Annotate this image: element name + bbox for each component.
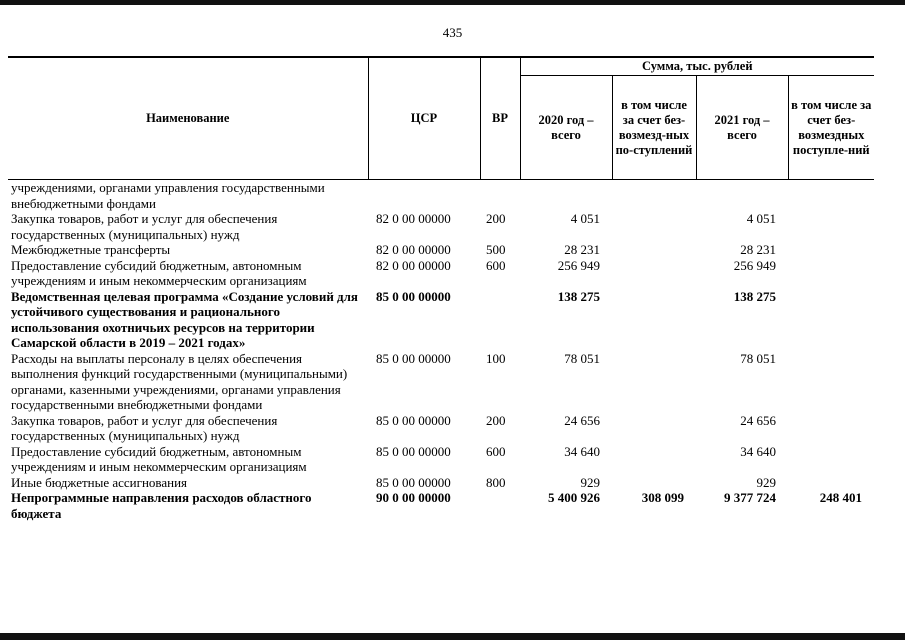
table-row bbox=[8, 413, 874, 444]
cell-2021-free bbox=[788, 351, 874, 413]
table-row bbox=[8, 211, 874, 242]
table-row bbox=[8, 444, 874, 475]
cell-vr: 100 bbox=[486, 350, 506, 366]
cell-2021-total: 28 231 bbox=[740, 242, 776, 257]
table-row bbox=[8, 289, 874, 351]
cell-2021-total: 9 377 724 bbox=[724, 490, 776, 505]
cell-2020-free bbox=[612, 180, 696, 212]
cell-csr: 85 0 00 00000 bbox=[376, 350, 451, 366]
cell-2021-free bbox=[788, 444, 874, 475]
cell-2020-free bbox=[612, 258, 696, 289]
header-2021-total: 2021 год – всего bbox=[696, 76, 788, 180]
cell-2021-free bbox=[788, 242, 874, 258]
cell-2020-free bbox=[612, 211, 696, 242]
cell-2021-total: 929 bbox=[756, 474, 776, 490]
cell-2021-free bbox=[788, 289, 874, 351]
scan-bottom-border bbox=[0, 633, 905, 640]
cell-vr bbox=[480, 490, 520, 521]
table-body bbox=[8, 180, 874, 522]
cell-2021-free bbox=[788, 413, 874, 444]
cell-2021-total: 256 949 bbox=[733, 257, 776, 273]
cell-name: Закупка товаров, работ и услуг для обеспечения государственных (муниципальных) нужд bbox=[11, 211, 278, 242]
cell-csr: 82 0 00 00000 bbox=[376, 257, 451, 273]
cell-2021-free bbox=[788, 180, 874, 212]
cell-csr: 82 0 00 00000 bbox=[376, 211, 451, 226]
cell-name: учреждениями, органами управления государственными внебюджетными фондами bbox=[11, 180, 325, 211]
table-row bbox=[8, 490, 874, 521]
cell-2020-free: 308 099 bbox=[641, 490, 684, 505]
cell-2021-free bbox=[788, 475, 874, 491]
cell-vr bbox=[480, 289, 520, 351]
cell-2020-free bbox=[612, 444, 696, 475]
cell-2021-free bbox=[788, 258, 874, 289]
table-row bbox=[8, 351, 874, 413]
cell-vr: 500 bbox=[486, 242, 506, 257]
cell-2020-total bbox=[520, 180, 612, 212]
cell-vr: 600 bbox=[486, 257, 506, 273]
table-row bbox=[8, 475, 874, 491]
cell-2020-total: 24 656 bbox=[564, 412, 600, 428]
cell-csr: 90 0 00 00000 bbox=[376, 490, 451, 505]
cell-2020-total: 138 275 bbox=[557, 288, 600, 304]
header-2020-total: 2020 год – всего bbox=[520, 76, 612, 180]
cell-2021-total: 138 275 bbox=[733, 288, 776, 304]
cell-name: Ведомственная целевая программа «Создание условий для устойчивого существования и рационального использования охотничьих ресурсов на территории Самарской области в 2019 – 2021 годах» bbox=[11, 288, 358, 350]
cell-vr: 600 bbox=[486, 443, 506, 459]
header-2020-free: в том числе за счет без-возмезд-ных по-ступлений bbox=[612, 76, 696, 180]
cell-csr: 85 0 00 00000 bbox=[376, 412, 451, 428]
cell-name: Предоставление субсидий бюджетным, автономным учреждениям и иным некоммерческим организациям bbox=[11, 443, 307, 474]
cell-vr: 800 bbox=[486, 474, 506, 490]
cell-name: Закупка товаров, работ и услуг для обеспечения государственных (муниципальных) нужд bbox=[11, 412, 278, 443]
cell-2020-free bbox=[612, 413, 696, 444]
cell-name: Непрограммные направления расходов областного бюджета bbox=[11, 490, 312, 521]
cell-2020-total: 28 231 bbox=[564, 242, 600, 257]
cell-2020-total: 78 051 bbox=[564, 350, 600, 366]
cell-csr: 82 0 00 00000 bbox=[376, 242, 451, 257]
cell-2020-free bbox=[612, 351, 696, 413]
header-name: Наименование bbox=[8, 57, 368, 180]
table-header bbox=[8, 57, 874, 180]
cell-2021-total: 34 640 bbox=[740, 443, 776, 459]
header-vr: ВР bbox=[480, 57, 520, 180]
cell-csr: 85 0 00 00000 bbox=[376, 288, 451, 304]
cell-2020-total: 4 051 bbox=[570, 211, 600, 226]
cell-2020-total: 929 bbox=[580, 474, 600, 490]
cell-2021-total bbox=[696, 180, 788, 212]
cell-name: Предоставление субсидий бюджетным, автономным учреждениям и иным некоммерческим организациям bbox=[11, 257, 307, 288]
header-sum-group: Сумма, тыс. рублей bbox=[520, 57, 874, 76]
budget-table bbox=[8, 56, 874, 521]
table-row bbox=[8, 180, 874, 212]
cell-csr bbox=[368, 180, 480, 212]
cell-name: Иные бюджетные ассигнования bbox=[11, 474, 188, 490]
cell-2020-free bbox=[612, 289, 696, 351]
cell-name: Расходы на выплаты персоналу в целях обеспечения выполнения функций государственными (муниципальными) органами, казенными учреждениями, органами управления государственными внебюджетными фондами bbox=[11, 350, 348, 412]
header-csr: ЦСР bbox=[368, 57, 480, 180]
table-row bbox=[8, 242, 874, 258]
page-number: 435 bbox=[442, 25, 463, 40]
cell-2020-total: 256 949 bbox=[557, 257, 600, 273]
table-row bbox=[8, 258, 874, 289]
cell-2021-total: 24 656 bbox=[740, 412, 776, 428]
cell-2021-total: 78 051 bbox=[740, 350, 776, 366]
header-2021-free: в том числе за счет без-возмездных поступле-ний bbox=[788, 76, 874, 180]
cell-2021-free: 248 401 bbox=[819, 490, 863, 505]
cell-2021-total: 4 051 bbox=[746, 211, 776, 226]
cell-vr: 200 bbox=[486, 412, 506, 428]
scan-top-border bbox=[0, 0, 905, 5]
cell-csr: 85 0 00 00000 bbox=[376, 474, 451, 490]
cell-vr bbox=[480, 180, 520, 212]
cell-name: Межбюджетные трансферты bbox=[11, 242, 171, 257]
cell-2020-free bbox=[612, 242, 696, 258]
cell-2020-free bbox=[612, 475, 696, 491]
cell-csr: 85 0 00 00000 bbox=[376, 443, 451, 459]
cell-2020-total: 34 640 bbox=[564, 443, 600, 459]
cell-2020-total: 5 400 926 bbox=[548, 490, 600, 505]
cell-2021-free bbox=[788, 211, 874, 242]
cell-vr: 200 bbox=[486, 211, 506, 226]
